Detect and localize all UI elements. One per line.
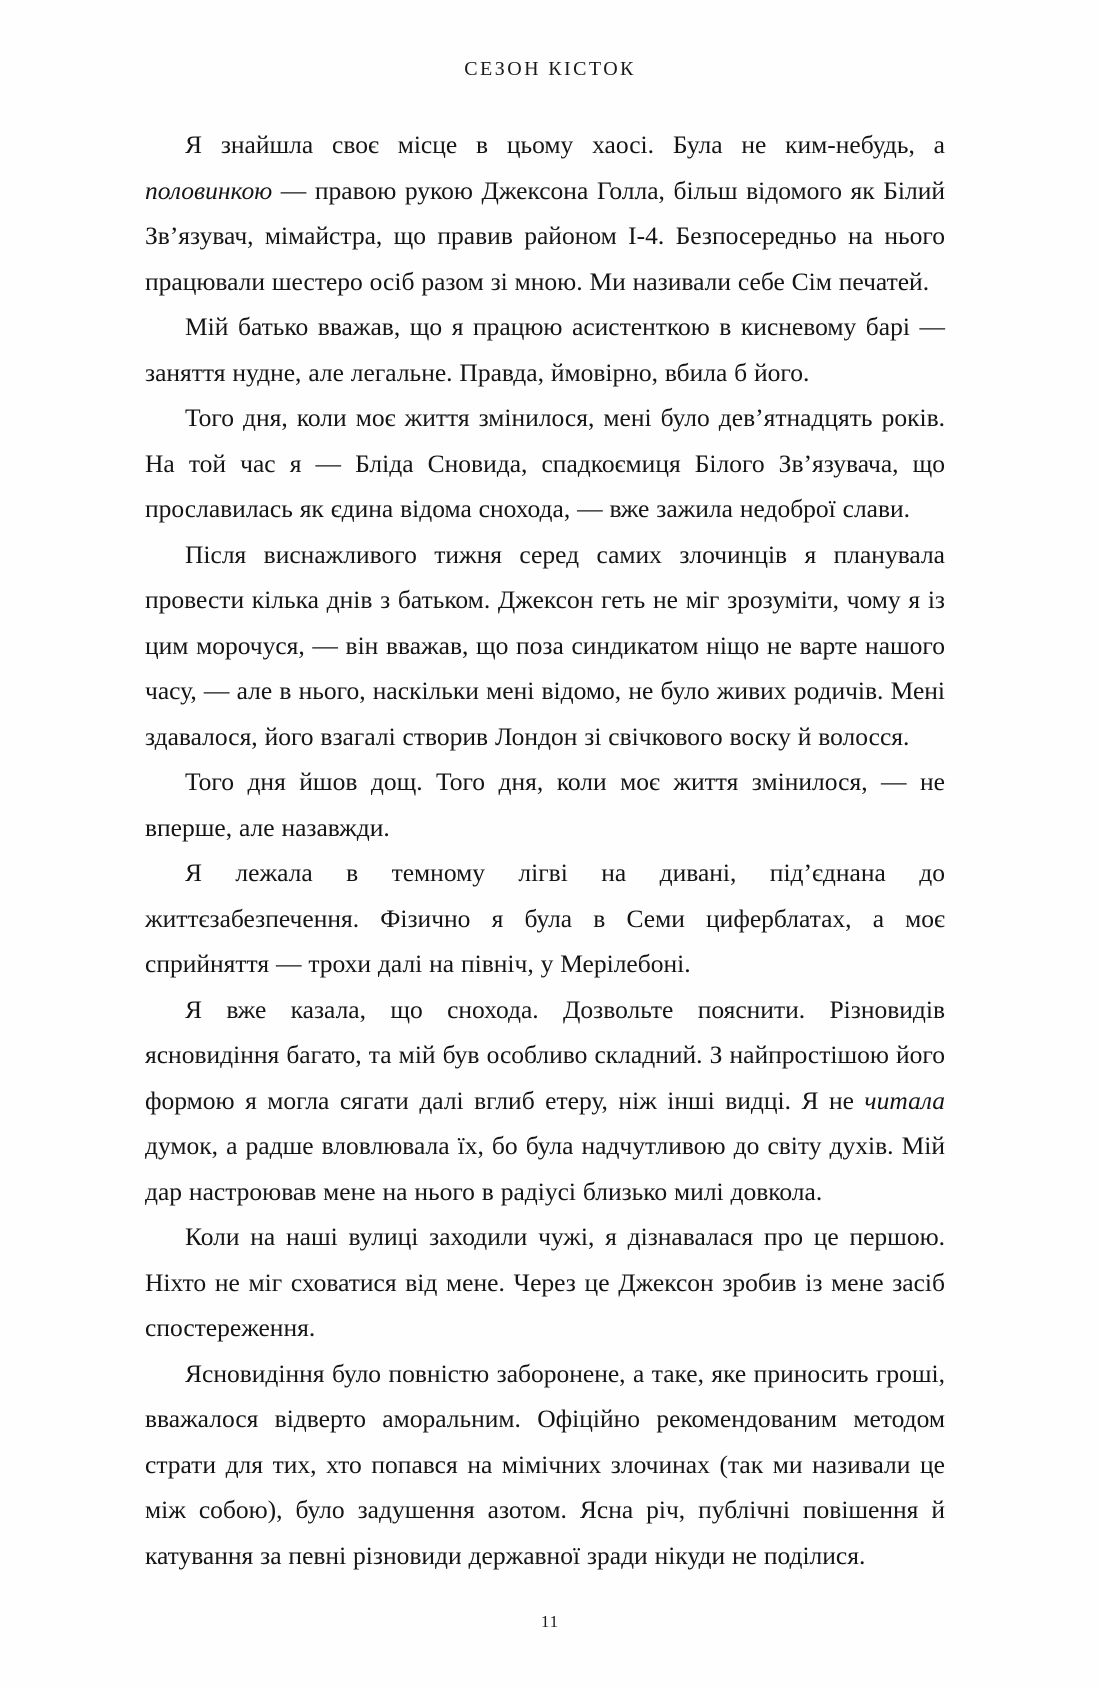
paragraph: Я вже казала, що сноходa. Дозвольте пояснити. Різновидів ясновидіння багато, та мій був особливо складний. З найпростішою його формою я могла сягати далі вглиб етеру, ніж інші видці. Я не читала думок, а радше вловлювала їх, бо була надчутливою до світу духів. Мій дар настроював мене на нього в радіусі близько милі довкола. — [145, 994, 945, 1206]
paragraph: Коли на наші вулиці заходили чужі, я дізнавалася про це першою. Ніхто не міг сховатися від мене. Через це Джексон зробив із мене засіб спостереження. — [145, 1222, 945, 1342]
paragraph: Того дня йшов дощ. Того дня, коли моє життя змінилося, — не вперше, але назавжди. — [145, 767, 945, 842]
paragraph: Після виснажливого тижня серед самих злочинців я планувала провести кілька днів з батьком. Джексон геть не міг зрозуміти, чому я із цим морочуся, — він вважав, що поза синдикатом ніщо не варте нашого часу, — але в нього, наскільки мені відомо, не було живих родичів. Мені здавалося, його взагалі створив Лондон зі свічкового воску й волосся. — [145, 539, 945, 751]
paragraph: Мій батько вважав, що я працюю асистенткою в кисневому барі — заняття нудне, але легальне. Правда, ймовірно, вбила б його. — [145, 312, 945, 387]
running-head: СЕЗОН КІСТОК — [464, 58, 636, 80]
paragraph: Я знайшла своє місце в цьому хаосі. Була не ким-небудь, а половинкою — правою рукою Джексона Голла, більш відомого як Білий Зв’язувач, мімайстра, що правив районом I-4. Безпосередньо на нього працювали шестеро осіб разом зі мною. Ми називали себе Сім печатей. — [145, 130, 945, 296]
emphasis-text: половинкою — [145, 175, 273, 205]
paragraph: Ясновидіння було повністю заборонене, а таке, яке приносить гроші, вважалося відверто аморальним. Офіційно рекомендованим методом страти для тих, хто попався на мімічних злочинах (так ми називали це між собою), було задушення азотом. Ясна річ, публічні повішення й катування за певні різновиди державної зради нікуди не поділися. — [145, 1358, 945, 1570]
paragraph: Того дня, коли моє життя змінилося, мені було дев’ятнадцять років. На той час я — Бліда Сновида, спадкоємиця Білого Зв’язувача, що прославилась як єдина відома снохода, — вже зажила недоброї слави. — [145, 403, 945, 523]
paragraph: Я лежала в темному лігві на дивані, під’єднана до життєзабезпечення. Фізично я була в Семи циферблатах, а моє сприйняття — трохи далі на північ, у Мерілебоні. — [145, 858, 945, 978]
body-text-block — [145, 122, 945, 1578]
emphasis-text: читала — [864, 1085, 945, 1115]
page-number: 11 — [540, 1612, 560, 1631]
